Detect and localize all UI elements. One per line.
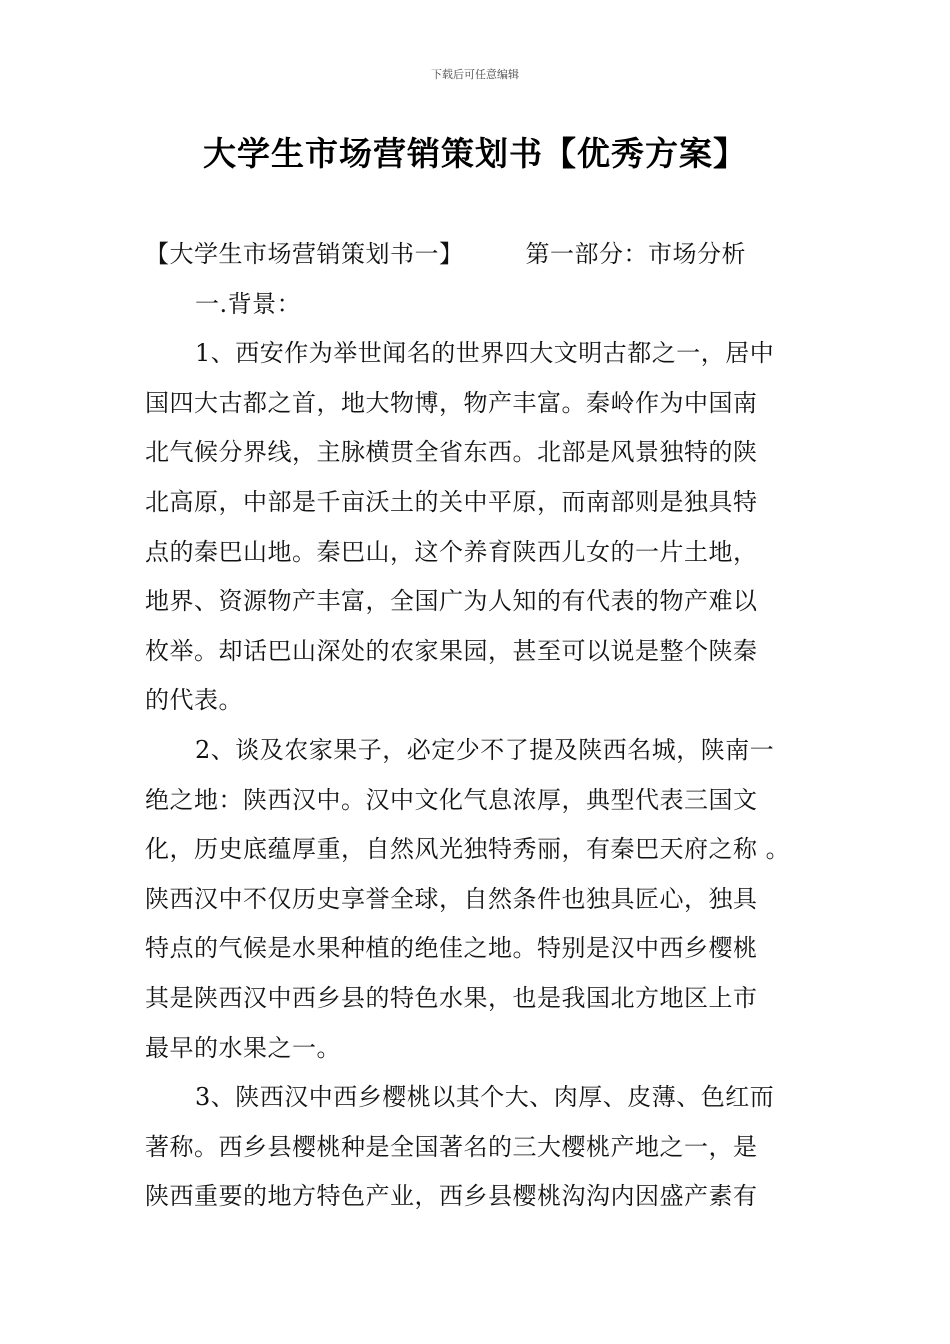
text-line: 最早的水果之一。 — [145, 1033, 341, 1062]
text-line: 3、陕西汉中西乡樱桃以其个大、肉厚、皮薄、色红而 — [195, 1083, 775, 1112]
text-line: 枚举。却话巴山深处的农家果园，甚至可以说是整个陕秦 — [145, 636, 758, 665]
text-line: 北高原，中部是千亩沃土的关中平原，而南部则是独具特 — [145, 487, 758, 516]
text-line: 点的秦巴山地。秦巴山，这个养育陕西儿女的一片土地， — [145, 537, 758, 566]
header-note: 下载后可任意编辑 — [431, 68, 519, 81]
text-line: 1、西安作为举世闻名的世界四大文明古都之一，居中 — [195, 339, 775, 368]
section-heading: 一.背景： — [195, 289, 302, 318]
text-line: 著称。西乡县樱桃种是全国著名的三大樱桃产地之一，是 — [145, 1132, 758, 1161]
text-line: 陕西汉中不仅历史享誉全球，自然条件也独具匠心，独具 — [145, 884, 758, 913]
document-body — [145, 230, 810, 1222]
text-line: 绝之地：陕西汉中。汉中文化气息浓厚，典型代表三国文 — [145, 785, 758, 814]
text-line: 特点的气候是水果种植的绝佳之地。特别是汉中西乡樱桃 — [145, 934, 758, 963]
paragraph-lines — [145, 329, 810, 1222]
text-line: 陕西重要的地方特色产业，西乡县樱桃沟沟内因盛产素有 — [145, 1182, 758, 1211]
part-label: 【大学生市场营销策划书一】 — [145, 240, 464, 268]
text-line: 的代表。 — [145, 686, 243, 715]
text-line: 化，历史底蕴厚重，自然风光独特秀丽，有秦巴天府之称 。 — [145, 835, 791, 864]
subtitle-line — [145, 230, 810, 280]
text-line: 北气候分界线，主脉横贯全省东西。北部是风景独特的陕 — [145, 438, 758, 467]
text-line: 国四大古都之首，地大物博，物产丰富。秦岭作为中国南 — [145, 388, 758, 417]
text-line: 2、谈及农家果子，必定少不了提及陕西名城，陕南一 — [195, 735, 775, 764]
text-line: 其是陕西汉中西乡县的特色水果，也是我国北方地区上市 — [145, 983, 758, 1012]
section-label: 第一部分：市场分析 — [525, 240, 746, 268]
text-line: 地界、资源物产丰富，全国广为人知的有代表的物产难以 — [145, 587, 758, 616]
page-title: 大学生市场营销策划书【优秀方案】 — [203, 134, 747, 173]
